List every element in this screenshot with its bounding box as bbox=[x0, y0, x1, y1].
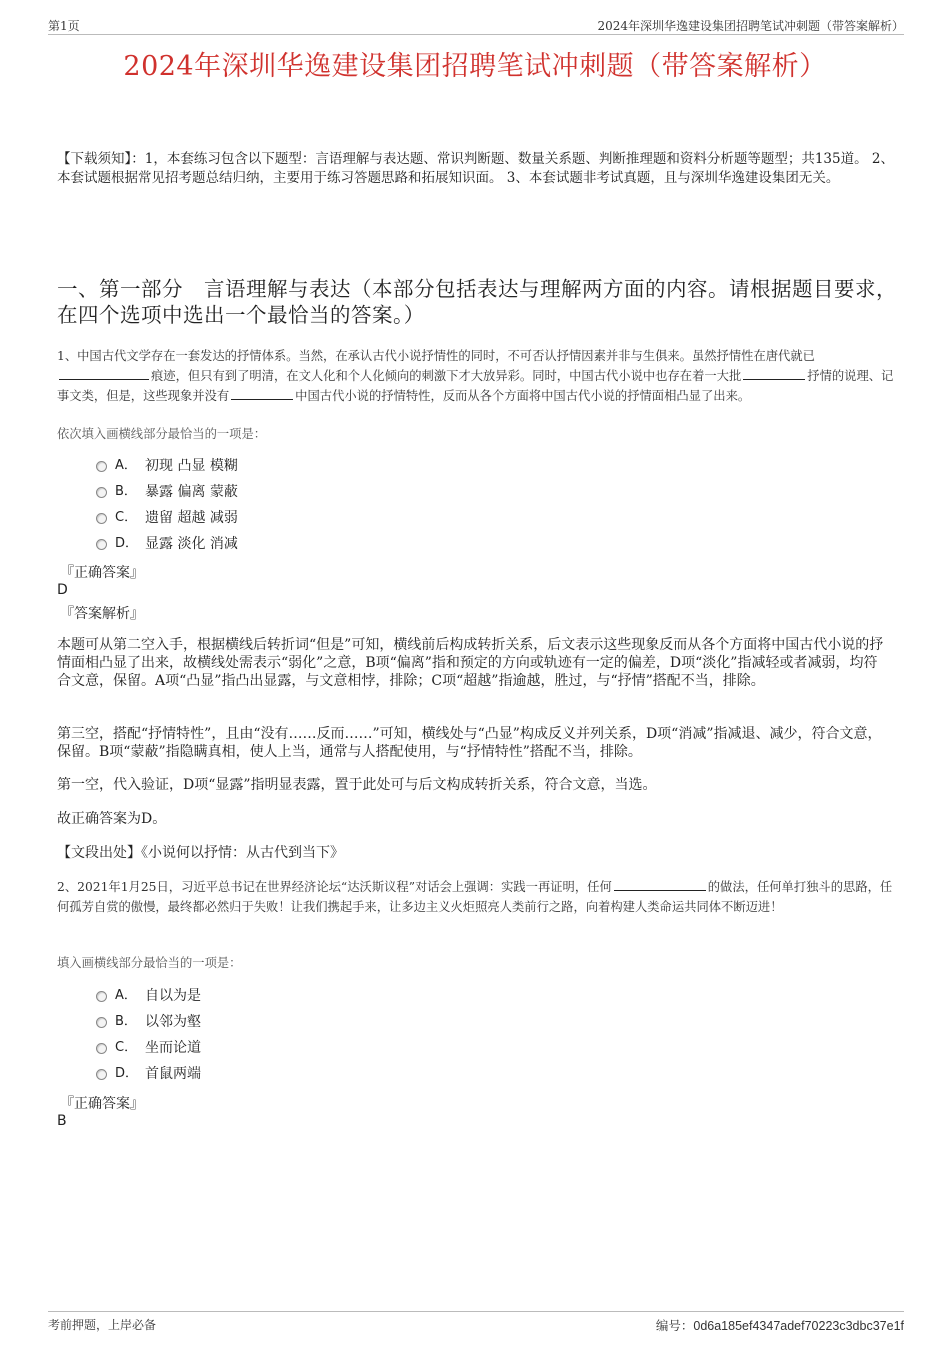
radio-button[interactable] bbox=[96, 539, 107, 550]
analysis-conclusion: 故正确答案为D。 bbox=[57, 811, 167, 827]
blank-2 bbox=[743, 367, 805, 380]
option-text: 以邻为壑 bbox=[145, 1014, 201, 1030]
page-number-label: 第1页 bbox=[48, 19, 80, 33]
document-title: 2024年深圳华逸建设集团招聘笔试冲刺题（带答案解析） bbox=[123, 51, 827, 82]
radio-button[interactable] bbox=[96, 1069, 107, 1080]
footer-code bbox=[656, 1316, 904, 1334]
answer-analysis-label: 『答案解析』 bbox=[60, 606, 144, 622]
option-text: 遗留 超越 减弱 bbox=[145, 510, 238, 526]
option-letter: A． bbox=[115, 458, 137, 473]
footer-code-label: 编号： bbox=[655, 1319, 694, 1333]
option-text: 暴露 偏离 蒙蔽 bbox=[145, 484, 238, 500]
correct-answer: D bbox=[57, 582, 68, 598]
radio-button[interactable] bbox=[96, 1017, 107, 1028]
text-source: 【文段出处】《小说何以抒情：从古代到当下》 bbox=[57, 845, 344, 861]
correct-answer-label: 『正确答案』 bbox=[60, 565, 144, 581]
question-1-text-part4: 中国古代小说的抒情特性，反而从各个方面将中国古代小说的抒情面相凸显了出来。 bbox=[295, 389, 751, 403]
page-footer bbox=[48, 1311, 904, 1336]
option-text: 自以为是 bbox=[145, 988, 201, 1004]
radio-button[interactable] bbox=[96, 1043, 107, 1054]
question-1-text-part1: 1、中国古代文学存在一套发达的抒情体系。当然，在承认古代小说抒情性的同时，不可否认抒情因素并非与生俱来。虽然抒情性在唐代就已 bbox=[57, 349, 815, 363]
question-1-text-part3: 抒情的说理、记事文类，但是，这些现象并没有 bbox=[57, 369, 894, 403]
question-2-prompt: 填入画横线部分最恰当的一项是： bbox=[57, 956, 242, 970]
blank-3 bbox=[231, 387, 293, 400]
analysis-paragraph-3: 第一空，代入验证，D项“显露”指明显表露，置于此处可与后文构成转折关系，符合文意，当选。 bbox=[57, 777, 657, 793]
radio-button[interactable] bbox=[96, 461, 107, 472]
radio-button[interactable] bbox=[96, 991, 107, 1002]
question-2-text-part2: 的做法，任何单打独斗的思路，任何孤芳自赏的傲慢，最终都必然归于失败！让我们携起手来，让多边主义火炬照亮人类前行之路，向着构建人类命运共同体不断迈进！ bbox=[57, 880, 893, 914]
option-text: 显露 淡化 消减 bbox=[145, 536, 238, 552]
download-notice: 【下载须知】：1，本套练习包含以下题型：言语理解与表达题、常识判断题、数量关系题、判断推理题和资料分析题等题型；共135道。 2、本套试题根据常见招考题总结归纳，主要用于练习答题思路和拓展知识面。 3、本套试题非考试真题，且与深圳华逸建设集团无关。 bbox=[57, 151, 894, 186]
analysis-paragraph-1: 本题可从第二空入手，根据横线后转折词“但是”可知，横线前后构成转折关系，后文表示这些现象反而从各个方面将中国古代小说的抒情面相凸显了出来，故横线处需表示“弱化”之意，B项“偏离”指和预定的方向或轨迹有一定的偏差，D项“淡化”指减轻或者减弱，均符合文意，保留。A项“凸显”指凸出显露，与文意相悖，排除；C项“超越”指逾越，胜过，与“抒情”搭配不当，排除。 bbox=[57, 637, 884, 689]
section-title: 一、第一部分 言语理解与表达（本部分包括表达与理解两方面的内容。请根据题目要求，在四个选项中选出一个最恰当的答案。） bbox=[57, 277, 897, 327]
radio-button[interactable] bbox=[96, 487, 107, 498]
option-text: 初现 凸显 模糊 bbox=[145, 458, 238, 474]
footer-slogan: 考前押题，上岸必备 bbox=[48, 1318, 157, 1332]
option-text: 首鼠两端 bbox=[145, 1066, 201, 1082]
question-2-text-part1: 2、2021年1月25日，习近平总书记在世界经济论坛“达沃斯议程”对话会上强调：实践一再证明，任何 bbox=[57, 880, 612, 894]
option-letter: C． bbox=[115, 510, 138, 525]
option-letter: A． bbox=[115, 988, 137, 1003]
option-letter: C． bbox=[115, 1040, 138, 1055]
correct-answer-label: 『正确答案』 bbox=[60, 1096, 144, 1112]
radio-button[interactable] bbox=[96, 513, 107, 524]
blank-1 bbox=[614, 878, 706, 891]
footer-code-value: 0d6a185ef4347adef70223c3dbc37e1f bbox=[693, 1319, 904, 1333]
option-text: 坐而论道 bbox=[145, 1040, 201, 1056]
option-letter: D． bbox=[115, 1066, 139, 1081]
option-letter: D． bbox=[115, 536, 139, 551]
question-2-stem bbox=[57, 877, 902, 917]
question-1-text-part2: 痕迹，但只有到了明清，在文人化和个人化倾向的刺激下才大放异彩。同时，中国古代小说中也存在着一大批 bbox=[151, 369, 742, 383]
question-1-prompt: 依次填入画横线部分最恰当的一项是： bbox=[57, 427, 267, 441]
page-header bbox=[48, 14, 904, 35]
header-doc-title: 2024年深圳华逸建设集团招聘笔试冲刺题（带答案解析） bbox=[597, 19, 904, 33]
blank-1 bbox=[59, 367, 149, 380]
question-1-stem bbox=[57, 346, 902, 406]
analysis-paragraph-2: 第三空，搭配“抒情特性”，且由“没有……反而……”可知，横线处与“凸显”构成反义并列关系，D项“消减”指减退、减少，符合文意，保留。B项“蒙蔽”指隐瞒真相，使人上当，通常与人搭配使用，与“抒情特性”搭配不当，排除。 bbox=[57, 726, 882, 760]
correct-answer: B bbox=[57, 1113, 67, 1129]
option-letter: B． bbox=[115, 1014, 137, 1029]
option-letter: B． bbox=[115, 484, 137, 499]
